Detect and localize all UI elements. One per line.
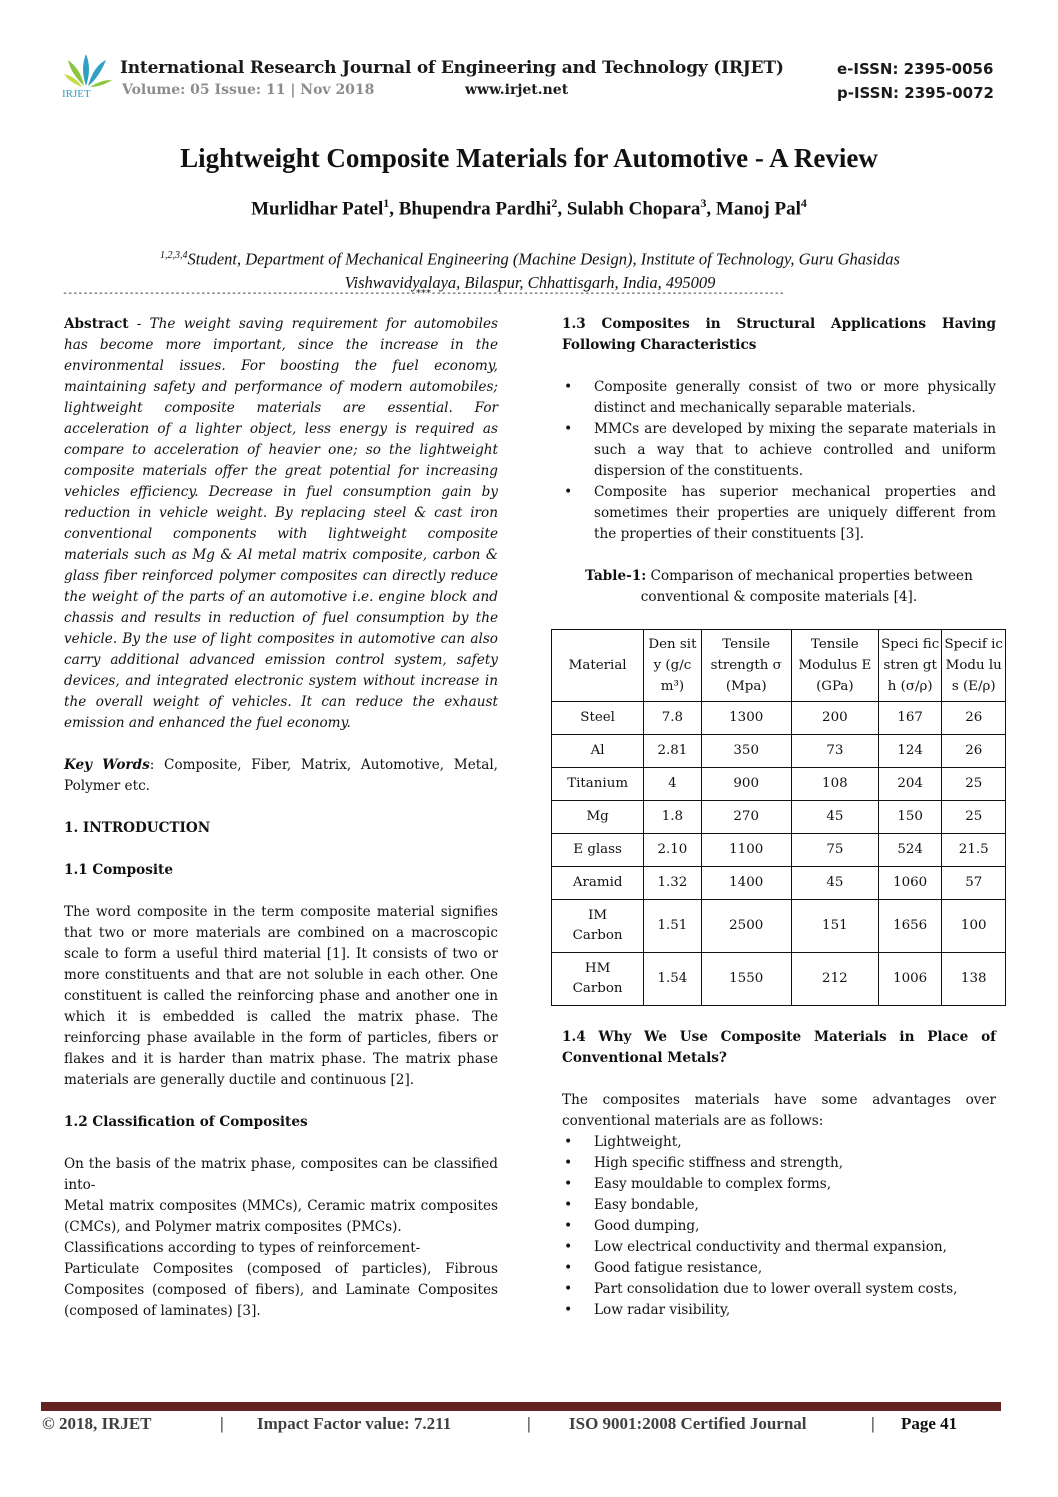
cell-density: 1.51 bbox=[644, 900, 701, 953]
affiliation-sup: 1,2,3,4 bbox=[160, 250, 188, 261]
list-item: • Good fatigue resistance, bbox=[562, 1258, 996, 1279]
abstract bbox=[64, 314, 498, 734]
cell-material: E glass bbox=[552, 834, 644, 867]
cell-density: 4 bbox=[644, 768, 701, 801]
section-1-1-text: The word composite in the term composite material signifies that two or more materials are combined on a macroscopic scale to form a useful third material [1]. It consists of two or more constituents and that are not soluble in each other. One constituent is called the reinforcing phase and another one in which it is embedded is called the matrix phase. The reinforcing phase available in the form of particles, fibers or flakes and it is harder than matrix phase. The matrix phase materials are generally ductile and continuous [2]. bbox=[64, 904, 498, 1088]
cell-specific-strength: 150 bbox=[878, 801, 942, 834]
author-sup: 2 bbox=[551, 196, 558, 210]
list-item: • MMCs are developed by mixing the separate materials in such a way that to achieve controlled and uniform dispersion of the constituents. bbox=[562, 419, 996, 482]
list-item: • Good dumping, bbox=[562, 1216, 996, 1237]
volume-issue: Volume: 05 Issue: 11 | Nov 2018 bbox=[122, 82, 375, 98]
cell-density: 7.8 bbox=[644, 702, 701, 735]
advantages-list bbox=[562, 1132, 996, 1321]
table-row bbox=[552, 735, 1006, 768]
list-item: • Composite has superior mechanical properties and sometimes their properties are uniquely different from the properties of their constituents [3]. bbox=[562, 482, 996, 545]
cell-density: 2.10 bbox=[644, 834, 701, 867]
cell-specific-modulus: 26 bbox=[942, 702, 1006, 735]
section-1-2-paragraph-2: Metal matrix composites (MMCs), Ceramic matrix composites (CMCs), and Polymer matrix composites (PMCs). bbox=[64, 1198, 498, 1235]
page-footer bbox=[42, 1414, 1002, 1438]
cell-density: 1.8 bbox=[644, 801, 701, 834]
affiliation-line-1: Student, Department of Mechanical Engineering (Machine Design), Institute of Technology, Guru Ghasidas bbox=[187, 249, 900, 269]
table-row bbox=[552, 768, 1006, 801]
list-item: • Lightweight, bbox=[562, 1132, 996, 1153]
cell-specific-strength: 1656 bbox=[878, 900, 942, 953]
cell-material: IM Carbon bbox=[552, 900, 644, 953]
table-header-row bbox=[552, 630, 1006, 702]
author-list: Murlidhar Patel$^1$, Bhupendra Pardhi$^2$, Sulabh Chopara$^3$, Manoj Pal$^4$ bbox=[251, 196, 807, 220]
cell-tensile-strength: 1400 bbox=[701, 867, 791, 900]
footer-iso: ISO 9001:2008 Certified Journal bbox=[569, 1414, 807, 1433]
cell-specific-strength: 524 bbox=[878, 834, 942, 867]
column-header-tensile-modulus: Tensile Modulus E (GPa) bbox=[791, 630, 878, 702]
cell-specific-strength: 204 bbox=[878, 768, 942, 801]
cell-material: Mg bbox=[552, 801, 644, 834]
right-column bbox=[562, 314, 1003, 1321]
cell-density: 2.81 bbox=[644, 735, 701, 768]
affiliation bbox=[70, 244, 990, 294]
cell-tensile-modulus: 73 bbox=[791, 735, 878, 768]
cell-specific-strength: 1060 bbox=[878, 867, 942, 900]
cell-tensile-strength: 350 bbox=[701, 735, 791, 768]
heading-1-3-structural: 1.3 Composites in Structural Applications Having Following Characteristics bbox=[562, 316, 996, 353]
cell-tensile-modulus: 151 bbox=[791, 900, 878, 953]
cell-material: HM Carbon bbox=[552, 953, 644, 1006]
footer-separator: | bbox=[220, 1414, 224, 1433]
list-item: • Part consolidation due to lower overall system costs, bbox=[562, 1279, 996, 1300]
table-row bbox=[552, 900, 1006, 953]
table-row bbox=[552, 834, 1006, 867]
section-1-2-paragraph-3: Classifications according to types of reinforcement- bbox=[64, 1240, 421, 1256]
table-caption-text: Comparison of mechanical properties between conventional & composite materials [4]. bbox=[640, 568, 973, 605]
table-row bbox=[552, 867, 1006, 900]
cell-tensile-strength: 1300 bbox=[701, 702, 791, 735]
cell-tensile-strength: 270 bbox=[701, 801, 791, 834]
cell-specific-strength: 124 bbox=[878, 735, 942, 768]
cell-specific-strength: 167 bbox=[878, 702, 942, 735]
cell-tensile-modulus: 108 bbox=[791, 768, 878, 801]
cell-specific-modulus: 100 bbox=[942, 900, 1006, 953]
heading-1-2-classification: 1.2 Classification of Composites bbox=[64, 1114, 308, 1130]
cell-material: Aramid bbox=[552, 867, 644, 900]
heading-introduction: 1. INTRODUCTION bbox=[64, 820, 211, 836]
cell-tensile-modulus: 45 bbox=[791, 867, 878, 900]
list-item: • Easy bondable, bbox=[562, 1195, 996, 1216]
cell-specific-modulus: 57 bbox=[942, 867, 1006, 900]
cell-tensile-modulus: 212 bbox=[791, 953, 878, 1006]
paper-title: Lightweight Composite Materials for Automotive - A Review bbox=[180, 143, 878, 173]
cell-density: 1.54 bbox=[644, 953, 701, 1006]
properties-table bbox=[551, 629, 1006, 1006]
footer-bar bbox=[41, 1402, 1001, 1411]
journal-website-link[interactable]: www.irjet.net bbox=[465, 82, 569, 98]
page-number: Page 41 bbox=[901, 1414, 958, 1433]
table-caption-label: Table-1: bbox=[585, 568, 647, 584]
author-sup: 3 bbox=[700, 196, 707, 210]
author-sup: 1 bbox=[383, 196, 390, 210]
column-header-tensile-strength: Tensile strength σ (Mpa) bbox=[701, 630, 791, 702]
e-issn: e-ISSN: 2395-0056 bbox=[837, 60, 994, 78]
footer-impact-factor: Impact Factor value: 7.211 bbox=[257, 1414, 452, 1433]
section-1-4-intro: The composites materials have some advantages over conventional materials are as follows: bbox=[562, 1092, 996, 1129]
section-separator: ---------------------------------------------------------------------***--------------------------------------------------------------------- bbox=[62, 288, 784, 299]
table-row bbox=[552, 953, 1006, 1006]
author-name: Murlidhar Patel bbox=[251, 198, 384, 220]
list-item: • Low radar visibility, bbox=[562, 1300, 996, 1321]
column-header-density: Den sity (g/c m³) bbox=[644, 630, 701, 702]
column-header-material: Material bbox=[552, 630, 644, 702]
cell-material: Steel bbox=[552, 702, 644, 735]
footer-copyright: © 2018, IRJET bbox=[42, 1414, 152, 1433]
footer-separator: | bbox=[871, 1414, 875, 1433]
cell-tensile-strength: 900 bbox=[701, 768, 791, 801]
cell-tensile-modulus: 75 bbox=[791, 834, 878, 867]
keywords-text: : Composite, Fiber, Matrix, Automotive, Metal, Polymer etc. bbox=[64, 757, 498, 794]
column-header-specific-modulus: Specif ic Modu lus (E/ρ) bbox=[942, 630, 1006, 702]
heading-1-1-composite: 1.1 Composite bbox=[64, 862, 173, 878]
footer-separator: | bbox=[527, 1414, 531, 1433]
cell-material: Titanium bbox=[552, 768, 644, 801]
cell-tensile-strength: 1550 bbox=[701, 953, 791, 1006]
cell-specific-strength: 1006 bbox=[878, 953, 942, 1006]
svg-text:IRJET: IRJET bbox=[62, 88, 91, 98]
author-name: Sulabh Chopara bbox=[566, 198, 701, 220]
cell-specific-modulus: 138 bbox=[942, 953, 1006, 1006]
table-row bbox=[552, 801, 1006, 834]
author-sup: 4 bbox=[800, 196, 807, 210]
list-item: • High specific stiffness and strength, bbox=[562, 1153, 996, 1174]
cell-tensile-strength: 2500 bbox=[701, 900, 791, 953]
table-row bbox=[552, 702, 1006, 735]
cell-specific-modulus: 25 bbox=[942, 801, 1006, 834]
heading-1-4-why-composites: 1.4 Why We Use Composite Materials in Place of Conventional Metals? bbox=[562, 1029, 996, 1066]
cell-density: 1.32 bbox=[644, 867, 701, 900]
abstract-text: The weight saving requirement for automobiles has become more important, since the increase in the environmental issues. For boosting the fuel economy, maintaining safety and performance of modern automobiles; lightweight composite materials are essential. For acceleration of a lighter object, less energy is required as compare to acceleration of heavier one; so the lightweight composite materials offer the great potential for increasing vehicles efficiency. Decrease in fuel consumption gain by reduction in vehicle weight. By replacing steel & cast iron conventional components with lightweight composite materials such as Mg & Al metal matrix composite, carbon & glass fiber reinforced polymer composites can directly reduce the weight of the parts of an automotive i.e. engine block and chassis and results in reduction of fuel consumption by the vehicle. By the use of light composites in automotive can also carry additional advanced emission control system, safety devices, and integrated electronic system without increase in the overall weight of vehicles. It can reduce the exhaust emission and enhanced the fuel economy. bbox=[64, 316, 498, 731]
keywords bbox=[64, 755, 498, 797]
keywords-label: Key Words bbox=[64, 757, 150, 773]
abstract-label: Abstract bbox=[64, 316, 129, 332]
cell-material: Al bbox=[552, 735, 644, 768]
left-column bbox=[64, 314, 498, 1322]
cell-tensile-modulus: 200 bbox=[791, 702, 878, 735]
journal-header bbox=[60, 52, 1020, 102]
abstract-dash: - bbox=[128, 316, 150, 332]
cell-specific-modulus: 26 bbox=[942, 735, 1006, 768]
cell-specific-modulus: 25 bbox=[942, 768, 1006, 801]
journal-title: International Research Journal of Engineering and Technology (IRJET) bbox=[120, 58, 784, 78]
p-issn: p-ISSN: 2395-0072 bbox=[837, 84, 994, 102]
cell-tensile-modulus: 45 bbox=[791, 801, 878, 834]
column-header-specific-strength: Speci fic stren gth (σ/ρ) bbox=[878, 630, 942, 702]
list-item: • Low electrical conductivity and thermal expansion, bbox=[562, 1237, 996, 1258]
list-item: • Easy mouldable to complex forms, bbox=[562, 1174, 996, 1195]
cell-tensile-strength: 1100 bbox=[701, 834, 791, 867]
characteristics-list bbox=[562, 377, 996, 545]
cell-specific-modulus: 21.5 bbox=[942, 834, 1006, 867]
author-name: Bhupendra Pardhi bbox=[398, 198, 552, 220]
author-name: Manoj Pal bbox=[715, 198, 801, 220]
section-1-2-paragraph-1: On the basis of the matrix phase, composites can be classified into- bbox=[64, 1156, 498, 1193]
affiliation-line-2: Vishwavidyalaya, Bilaspur, Chhattisgarh, India, 495009 bbox=[344, 272, 716, 292]
irjet-logo-icon bbox=[62, 52, 120, 98]
section-1-2-paragraph-4: Particulate Composites (composed of particles), Fibrous Composites (composed of fibers), and Laminate Composites (composed of laminates) [3]. bbox=[64, 1261, 498, 1319]
list-item: • Composite generally consist of two or more physically distinct and mechanically separable materials. bbox=[562, 377, 996, 419]
table-caption bbox=[562, 566, 996, 608]
